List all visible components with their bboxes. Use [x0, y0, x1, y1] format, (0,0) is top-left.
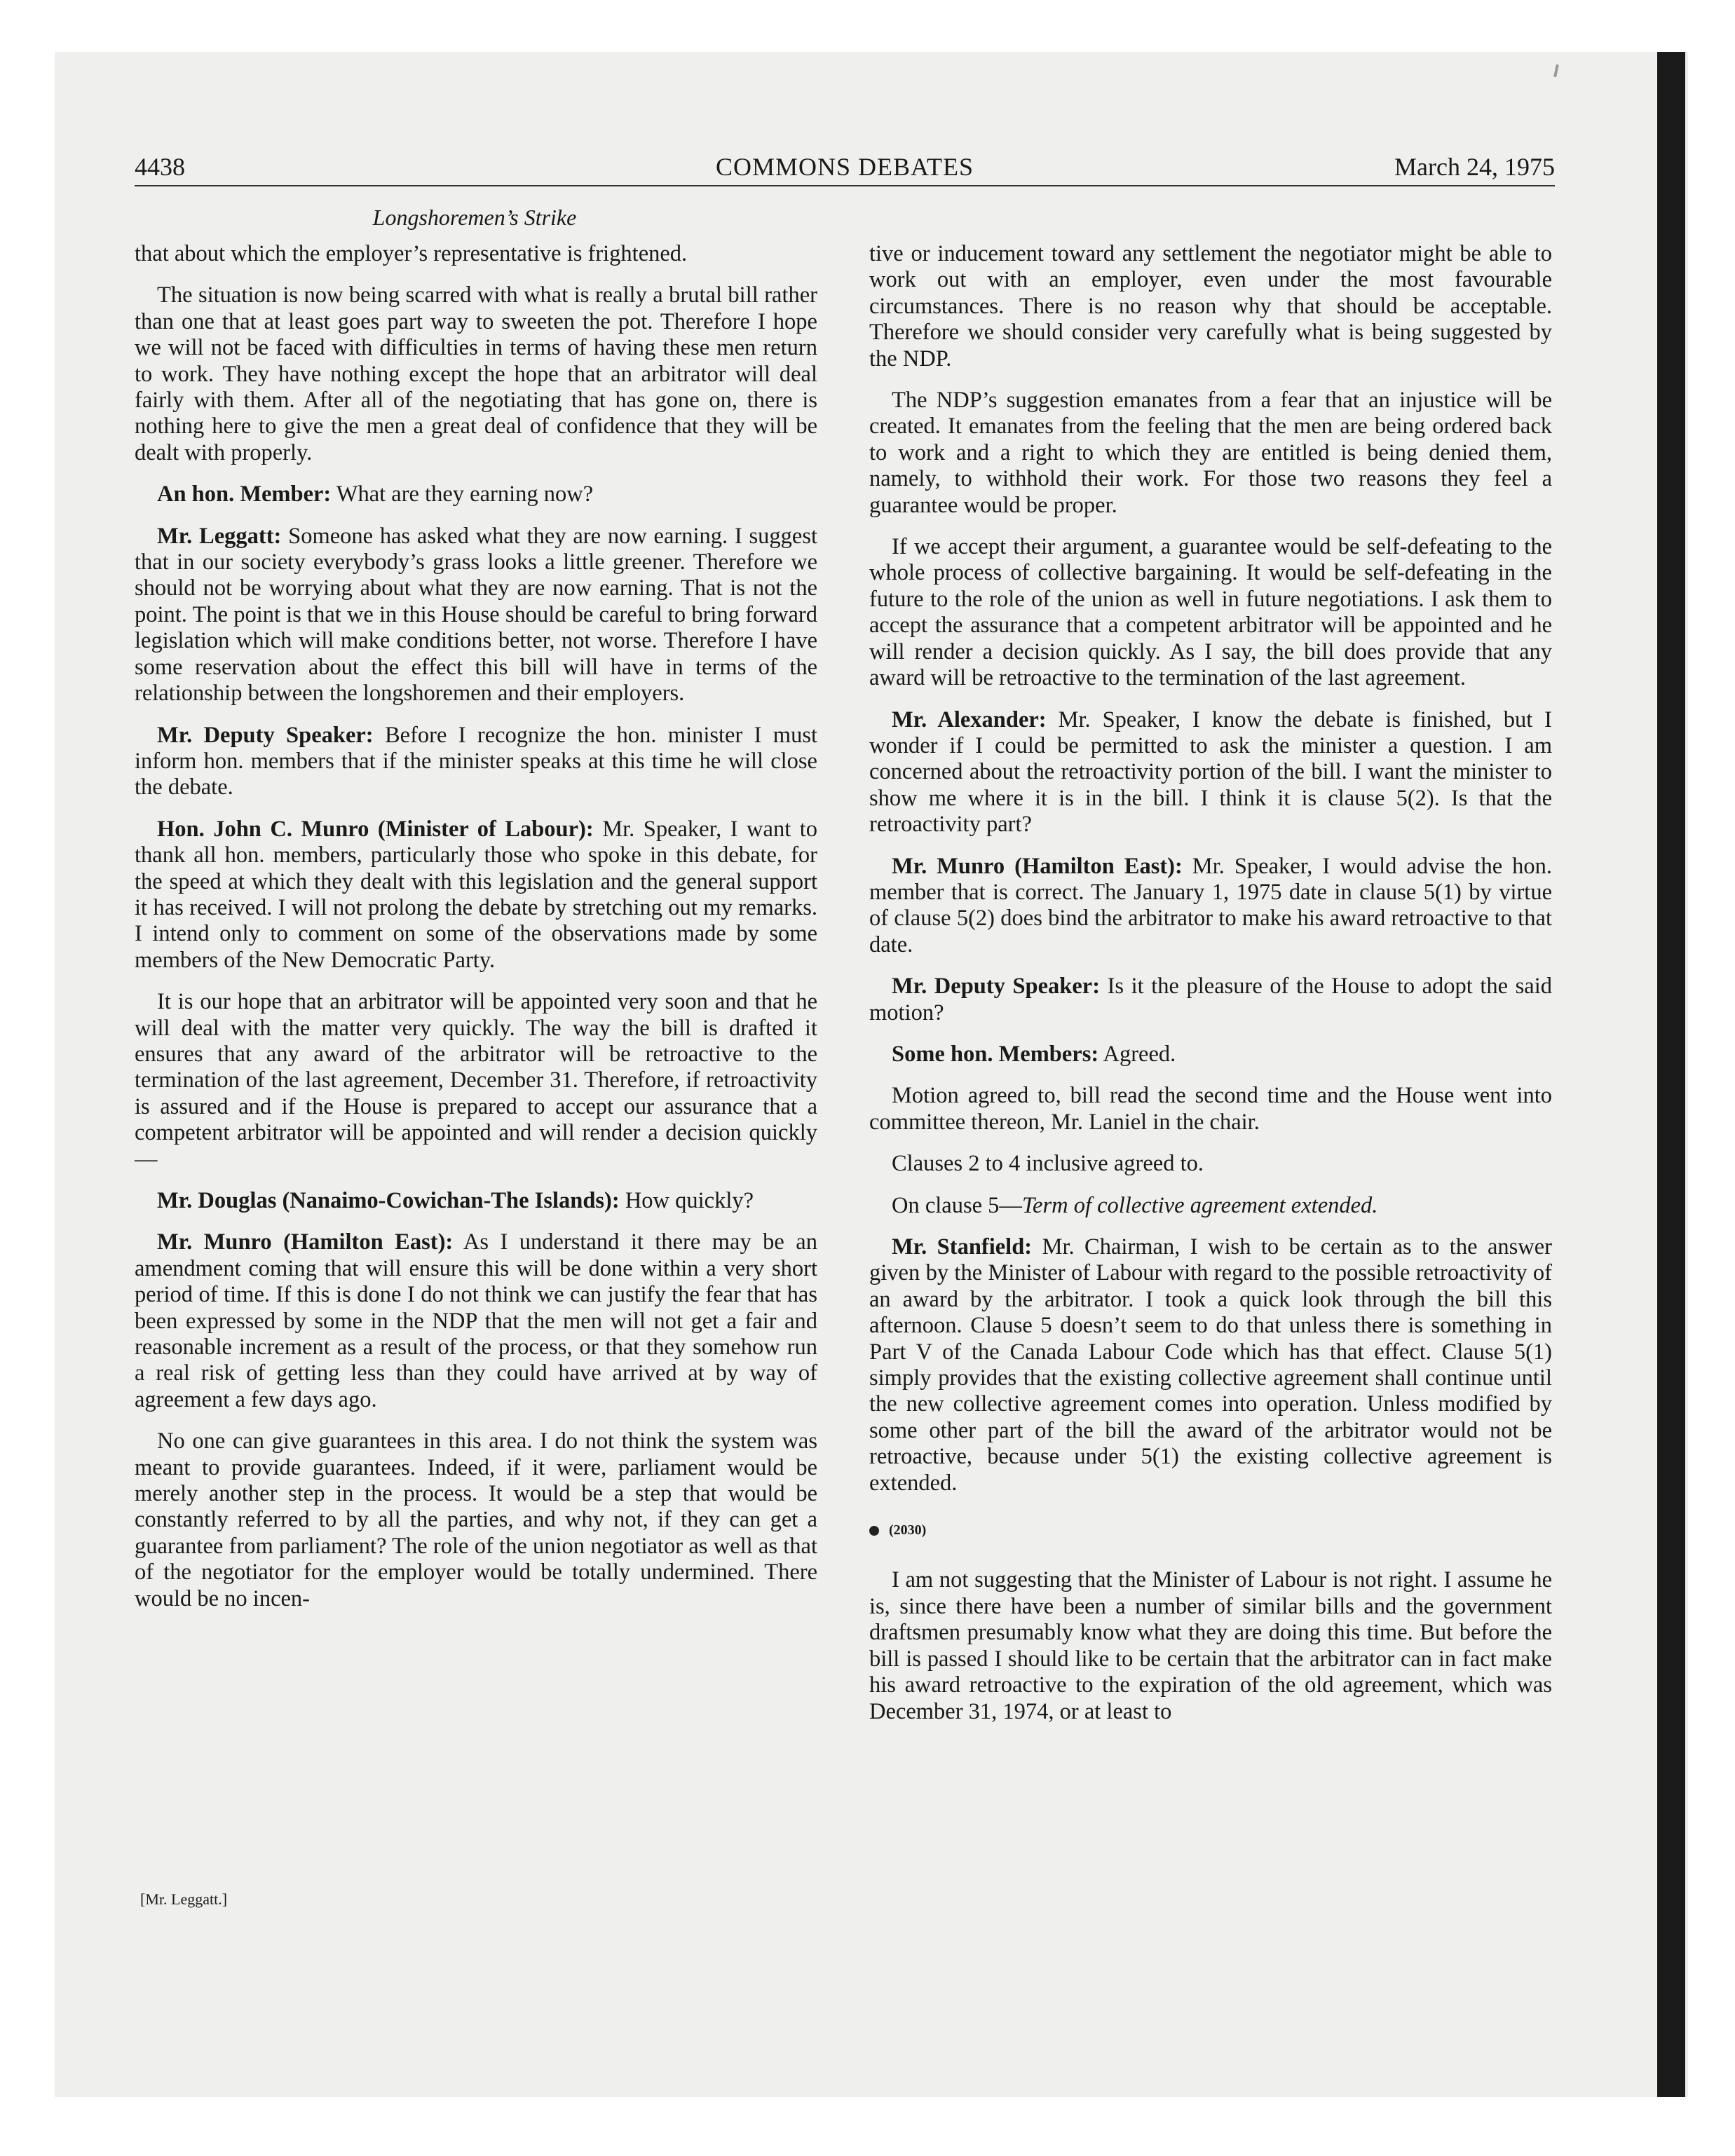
speaker-name: Hon. John C. Munro (Minister of Labour): [157, 816, 594, 842]
paragraph [869, 1042, 1552, 1067]
paragraph [135, 524, 817, 707]
paragraph-text: Before I recognize the hon. minister I must inform hon. members that if the minister speaks at this time he will close the debate. [135, 722, 818, 800]
paragraph-text: It is our hope that an arbitrator will be appointed very soon and that he will deal with the matter very quickly. The way the bill is drafted it ensures that any award of the arbitrator will be retroactive to the termination of the last agreement, December 31. Therefore, if retroactivity is assured and if the House is prepared to accept our assurance that a competent arbitrator will be appointed and will render a decision quickly— [135, 989, 817, 1172]
paragraph-text: What are they earning now? [331, 482, 594, 507]
speaker-name: Mr. Munro (Hamilton East): [892, 853, 1183, 879]
paragraph [135, 1188, 817, 1214]
time-marker-text: (2030) [889, 1522, 927, 1538]
paragraph [135, 1428, 817, 1612]
paragraph-text: Is it the pleasure of the House to adopt the said motion? [869, 974, 1552, 1025]
publication-title: COMMONS DEBATES [715, 153, 974, 181]
paragraph [135, 989, 817, 1173]
paragraph-text: How quickly? [619, 1188, 754, 1213]
paragraph-text: If we accept their argument, a guarantee would be self-defeating to the whole process of collective bargaining. It would be self-defeating in the future to the role of the union as well in future negotiations. I ask them to accept the assurance that a competent arbitrator will be appointed and he will render a decision quickly. As I say, the bill does provide that any award will be retroactive to the termination of the last agreement. [869, 534, 1552, 691]
paragraph-text: Mr. Speaker, I know the debate is finished, but I wonder if I could be permitted to ask the minister a question. I am concerned about the retroactivity portion of the bill. I want the minister to show me where it is in the bill. I think it is clause 5(2). Is that the retroactivity part? [869, 707, 1552, 838]
speaker-name: Some hon. Members: [892, 1041, 1099, 1067]
speaker-name: Mr. Stanfield: [892, 1234, 1033, 1260]
paragraph [869, 388, 1552, 519]
paragraph-text: No one can give guarantees in this area. I do not think the system was meant to provide guarantees. Indeed, if it were, parliament would be merely another step in the process. It would be a step that would be constantly referred to by all the parties, and why not, if they can get a guarantee from parliament? The role of the union negotiator as well as that of the negotiator for the employer would be totally undermined. There would be no incen- [135, 1428, 817, 1611]
paragraph [869, 854, 1552, 959]
paragraph-text: The situation is now being scarred with what is really a brutal bill rather than one that at least goes part way to sweeten the pot. Therefore I hope we will not be faced with difficulties in terms of having these men return to work. They have nothing except the hope that an arbitrator will deal fairly with them. After all of the negotiating that has gone on, there is nothing here to give the men a great deal of confidence that they will be dealt with properly. [135, 282, 817, 465]
paragraph [869, 1193, 1552, 1219]
paragraph [135, 482, 817, 507]
paragraph [869, 241, 1552, 372]
paragraph [869, 1151, 1552, 1177]
paragraph-text: Mr. Speaker, I would advise the hon. member that is correct. The January 1, 1975 date in clause 5(1) by virtue of clause 5(2) does bind the arbitrator to make his award retroactive to that date. [869, 853, 1552, 957]
paragraph [869, 1567, 1552, 1724]
right-column-top [869, 241, 1552, 1496]
speaker-name: Mr. Alexander: [892, 707, 1047, 732]
clause-title: Term of collective agreement extended. [1021, 1192, 1378, 1218]
paragraph-text: I am not suggesting that the Minister of Labour is not right. I assume he is, since there have been a number of similar bills and the government draftsmen presumably know what they are doing this time. But before the bill is passed I should like to be certain that the arbitrator can in fact make his award retroactive to the expiration of the old agreement, which was December 31, 1974, or at least to [869, 1567, 1552, 1724]
right-column-bottom [869, 1567, 1552, 1724]
paragraph-text: Motion agreed to, bill read the second time and the House went into committee thereon, Mr. Laniel in the chair. [869, 1083, 1552, 1135]
left-column [135, 241, 817, 1628]
issue-date: March 24, 1975 [1394, 153, 1555, 181]
paragraph-text: The NDP’s suggestion emanates from a fear that an injustice will be created. It emanates from the feeling that the men are being ordered back to work and a right to which they are entitled is being denied them, namely, to withhold their work. For those two reasons they feel a guarantee would be proper. [869, 388, 1552, 518]
speaker-name: Mr. Munro (Hamilton East): [157, 1229, 454, 1255]
paragraph [135, 241, 817, 267]
page-header [135, 151, 1555, 186]
speaker-footnote: [Mr. Leggatt.] [140, 1890, 228, 1908]
speaker-name: An hon. Member: [157, 482, 332, 507]
section-subheading: Longshoremen’s Strike [372, 205, 577, 230]
paragraph [135, 817, 817, 974]
paragraph-text: Clauses 2 to 4 inclusive agreed to. [892, 1151, 1204, 1177]
paragraph [869, 707, 1552, 838]
speaker-name: Mr. Deputy Speaker: [892, 974, 1101, 999]
speaker-name: Mr. Douglas (Nanaimo-Cowichan-The Islands): [157, 1188, 620, 1213]
paragraph [869, 1083, 1552, 1135]
paragraph [869, 974, 1552, 1026]
right-column [869, 241, 1552, 1740]
paragraph [869, 1234, 1552, 1496]
paragraph-text: On clause 5— [892, 1192, 1022, 1218]
paragraph-text: that about which the employer’s representative is frightened. [135, 241, 688, 266]
paragraph-text: Mr. Chairman, I wish to be certain as to the answer given by the Minister of Labour with regard to the possible retroactivity of an award by the arbitrator. I took a quick look through the bill this afternoon. Clause 5 doesn’t seem to do that unless there is something in Part V of the Canada Labour Code which has that effect. Clause 5(1) simply provides that the existing collective agreement shall continue until the new collective agreement comes into operation. Unless modified by some other part of the bill the award of the arbitrator would not be retroactive, because under 5(1) the existing collective agreement is extended. [869, 1234, 1552, 1496]
scan-edge [1657, 52, 1685, 2097]
paragraph [135, 1229, 817, 1413]
paragraph-text: Mr. Speaker, I want to thank all hon. members, particularly those who spoke in this debate, for the speed at which they dealt with this legislation and the general support it has received. I will not prolong the debate by stretching out my remarks. I intend only to comment on some of the observations made by some members of the New Democratic Party. [135, 816, 818, 973]
speaker-name: Mr. Leggatt: [157, 523, 282, 549]
page-number: 4438 [135, 153, 185, 181]
paragraph-text: tive or inducement toward any settlement the negotiator might be able to work out with an employer, even under the most favourable circumstances. There is no reason why that should be acceptable. Therefore we should consider very carefully what is being suggested by the NDP. [869, 241, 1552, 371]
time-marker [869, 1517, 1552, 1543]
speaker-name: Mr. Deputy Speaker: [157, 722, 374, 748]
paragraph [135, 282, 817, 466]
paragraph [135, 723, 817, 801]
paragraph-text: As I understand it there may be an amendment coming that will ensure this will be done within a very short period of time. If this is done I do not think we can justify the fear that has been expressed by some in the NDP that the men will not get a fair and reasonable increment as a result of the process, or that they somehow run a real risk of getting less than they could have arrived at by way of agreement a few days ago. [135, 1229, 817, 1412]
bullet-icon [869, 1526, 879, 1536]
paragraph [869, 534, 1552, 691]
paragraph-text: Agreed. [1098, 1041, 1176, 1067]
paragraph-text: Someone has asked what they are now earning. I suggest that in our society everybody’s grass looks a little greener. Therefore we should not be worrying about what they are now earning. That is not the point. The point is that we in this House should be careful to bring forward legislation which will make conditions better, not worse. Therefore I have some reservation about the effect this bill will have in terms of the relationship between the longshoremen and their employers. [135, 523, 818, 707]
